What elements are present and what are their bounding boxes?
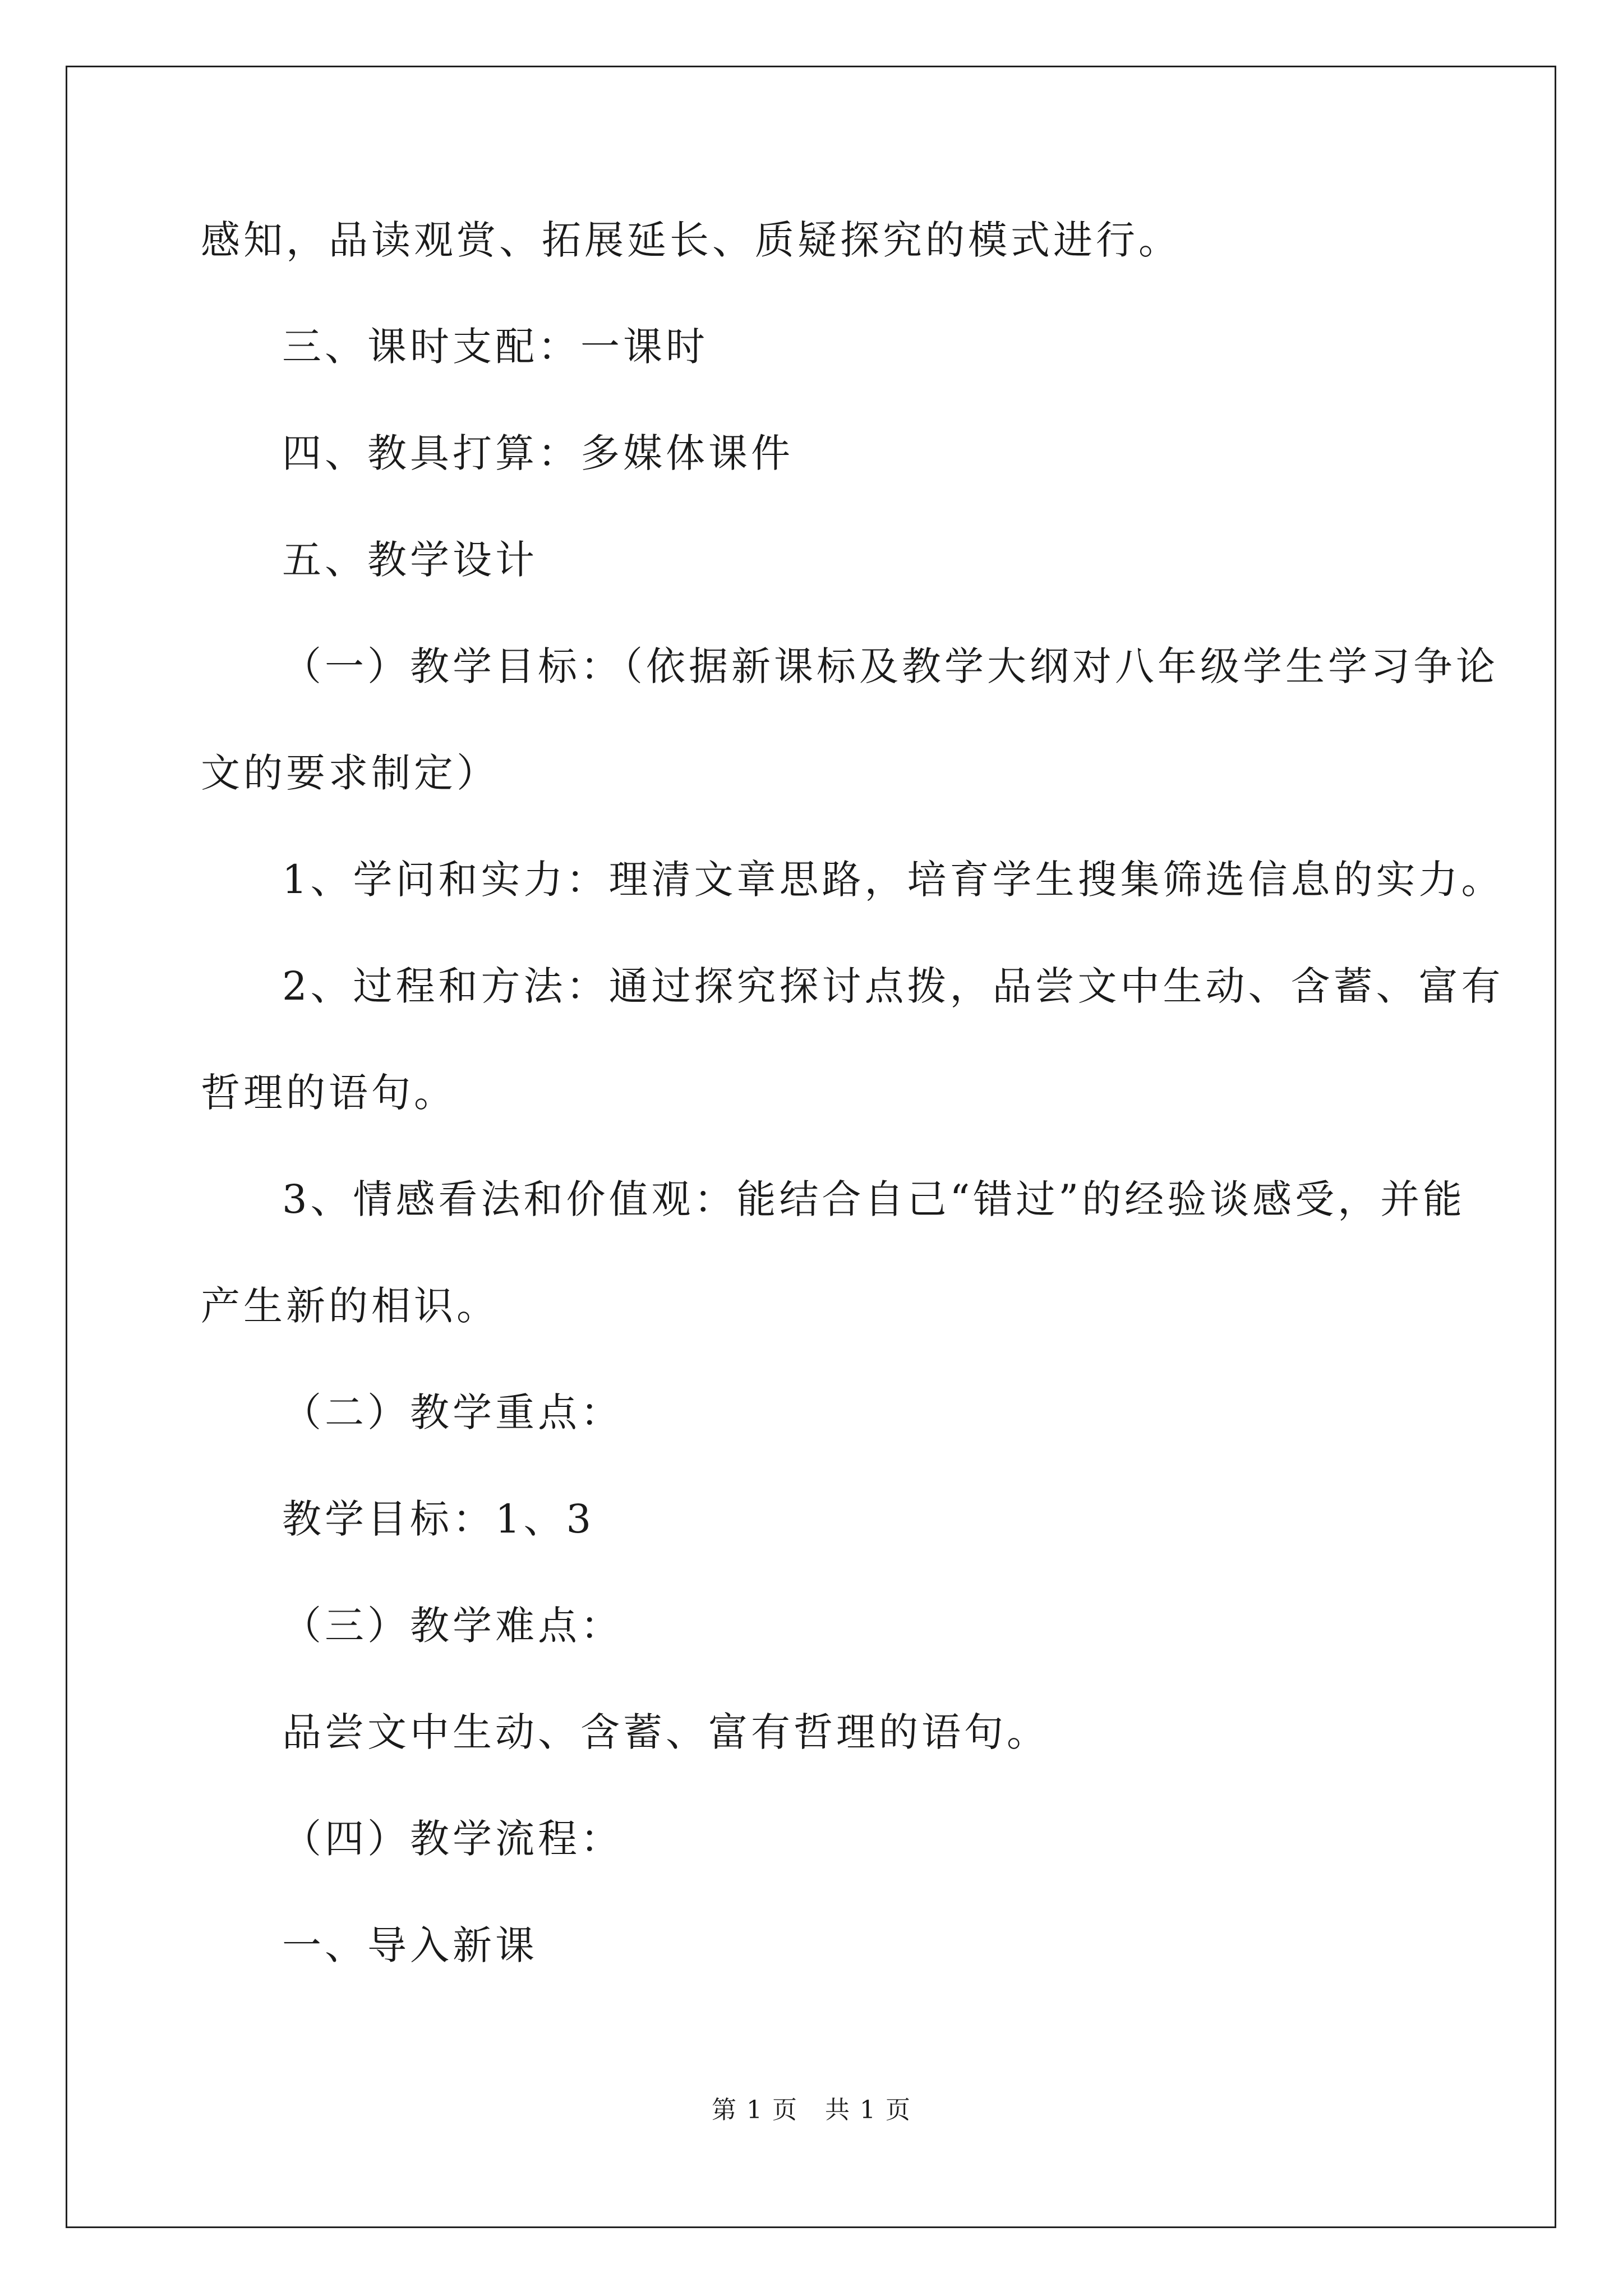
section-heading: 四、教具打算：多媒体课件	[282, 430, 794, 476]
paragraph-line: 2、过程和方法：通过探究探讨点拨，品尝文中生动、含蓄、富有	[282, 963, 1504, 1009]
page-frame	[66, 66, 1556, 2228]
section-heading: 五、教学设计	[282, 537, 538, 583]
paragraph-line: 哲理的语句。	[201, 1070, 457, 1116]
paragraph-line: 感知，品读观赏、拓展延长、质疑探究的模式进行。	[201, 217, 1181, 263]
page-footer: 第 1 页 共 1 页	[712, 2096, 911, 2124]
paragraph-line: 教学目标：1、3	[282, 1496, 595, 1542]
section-heading: （二）教学重点：	[282, 1389, 623, 1435]
paragraph-line: 品尝文中生动、含蓄、富有哲理的语句。	[282, 1709, 1049, 1755]
paragraph-line: 3、情感看法和价值观：能结合自己“错过”的经验谈感受，并能	[282, 1176, 1466, 1222]
section-heading: 三、课时支配：一课时	[282, 324, 708, 370]
paragraph-line: （一）教学目标：（依据新课标及教学大纲对八年级学生学习争论	[282, 643, 1498, 689]
section-heading: （三）教学难点：	[282, 1603, 623, 1649]
section-heading: （四）教学流程：	[282, 1816, 623, 1862]
paragraph-line: 文的要求制定）	[201, 750, 499, 796]
paragraph-line: 1、学问和实力：理清文章思路，培育学生搜集筛选信息的实力。	[282, 857, 1504, 903]
section-heading: 一、导入新课	[282, 1922, 538, 1968]
paragraph-line: 产生新的相识。	[201, 1283, 499, 1329]
